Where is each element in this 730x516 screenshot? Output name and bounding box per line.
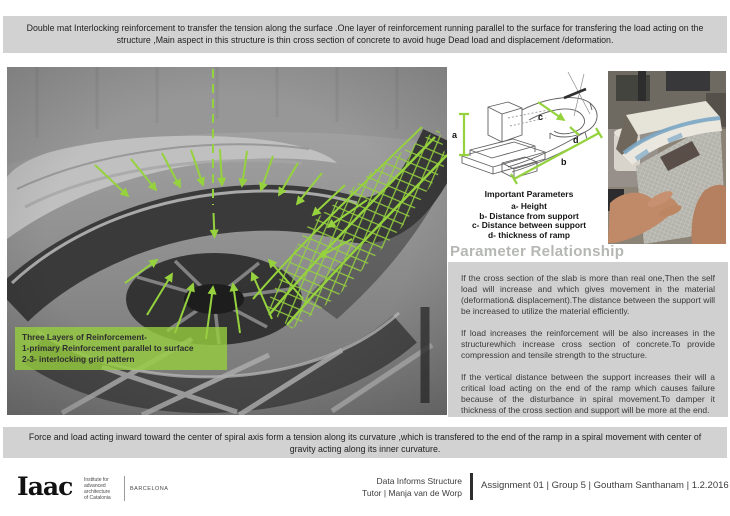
tutor-line: Tutor | Manja van de Worp xyxy=(361,488,462,498)
dim-label-c: c xyxy=(538,112,544,122)
caption-line: 2-3- interlocking grid pattern xyxy=(22,354,135,364)
course-block xyxy=(330,475,462,499)
model-photo-content xyxy=(608,71,726,244)
dim-label-d: d xyxy=(573,135,579,145)
dim-label-a: a xyxy=(452,130,458,140)
relationship-paragraph: If the cross section of the slab is more than real one,Then the self load will increase and which gives movement in the material (deformation& displacement).The distance between the support will be increased to utilize the material efficiently. xyxy=(461,273,715,316)
parameter-relationship-panel xyxy=(448,262,728,417)
parameter-item: a- Height xyxy=(511,201,547,211)
footer xyxy=(0,466,730,516)
iaac-logo: Iaac xyxy=(17,472,73,501)
bottom-banner-text: Force and load acting inward toward the center of spiral axis form a tension along its curvature ,which is transfered to the end of the ramp in a spiral movement with center of gravity acting along its inner curvature. xyxy=(28,432,702,454)
parameters-title: Important Parameters xyxy=(484,189,574,199)
relationship-paragraph: If load increases the reinforcement will be also increases in the structurewhich increase cross section of concrete.To provide compression and tensile strength to the structure. xyxy=(461,328,715,360)
parameter-item: d- thickness of ramp xyxy=(488,229,570,240)
barcelona-label: BARCELONA xyxy=(130,486,169,492)
institute-name xyxy=(84,477,124,501)
top-banner xyxy=(3,16,727,53)
parameter-item: b- Distance from support xyxy=(479,210,579,221)
logo-divider xyxy=(124,476,125,501)
construction-photo xyxy=(7,67,447,415)
ramp-sketch xyxy=(450,70,608,196)
institute-line: Institute for xyxy=(84,477,109,483)
bottom-banner xyxy=(3,427,727,458)
caption-line: 1-primary Reinforcement parallel to surface xyxy=(22,343,194,353)
project-title: Data Informs Structure xyxy=(376,476,462,486)
caption-line: Three Layers of Reinforcement- xyxy=(22,332,147,342)
top-banner-text: Double mat Interlocking reinforcement to transfer the tension along the surface .One layer of reinforcement running parallel to the surface for transfering the load acting on the structure ,Main aspect in this structure is thin cross section of concrete to avoid huge Dead load and displacement /deformation. xyxy=(26,23,704,45)
relationship-paragraph: If the vertical distance between the support increases their will a critical load acting on the end of the ramp which causes failure because of the disturbance in spiral movement.To damper it thickness of the cross section and support will be more at the end. xyxy=(461,372,715,415)
sketch-lines xyxy=(462,72,597,178)
institute-line: of Catalonia xyxy=(84,495,111,501)
dimension-lines xyxy=(459,102,602,184)
model-photo xyxy=(608,71,726,244)
assignment-info: Assignment 01 | Group 5 | Goutham Santhanam | 1.2.2016 xyxy=(481,480,729,491)
institute-line: advanced xyxy=(84,483,106,489)
dim-label-b: b xyxy=(561,157,567,167)
footer-divider-bar xyxy=(470,473,473,500)
photo-caption-box xyxy=(15,327,227,370)
important-parameters xyxy=(446,189,612,240)
parameter-relationship-heading: Parameter Relationship xyxy=(450,243,625,260)
parameter-item: c- Distance between support xyxy=(471,220,586,231)
institute-line: architecture xyxy=(84,489,111,495)
